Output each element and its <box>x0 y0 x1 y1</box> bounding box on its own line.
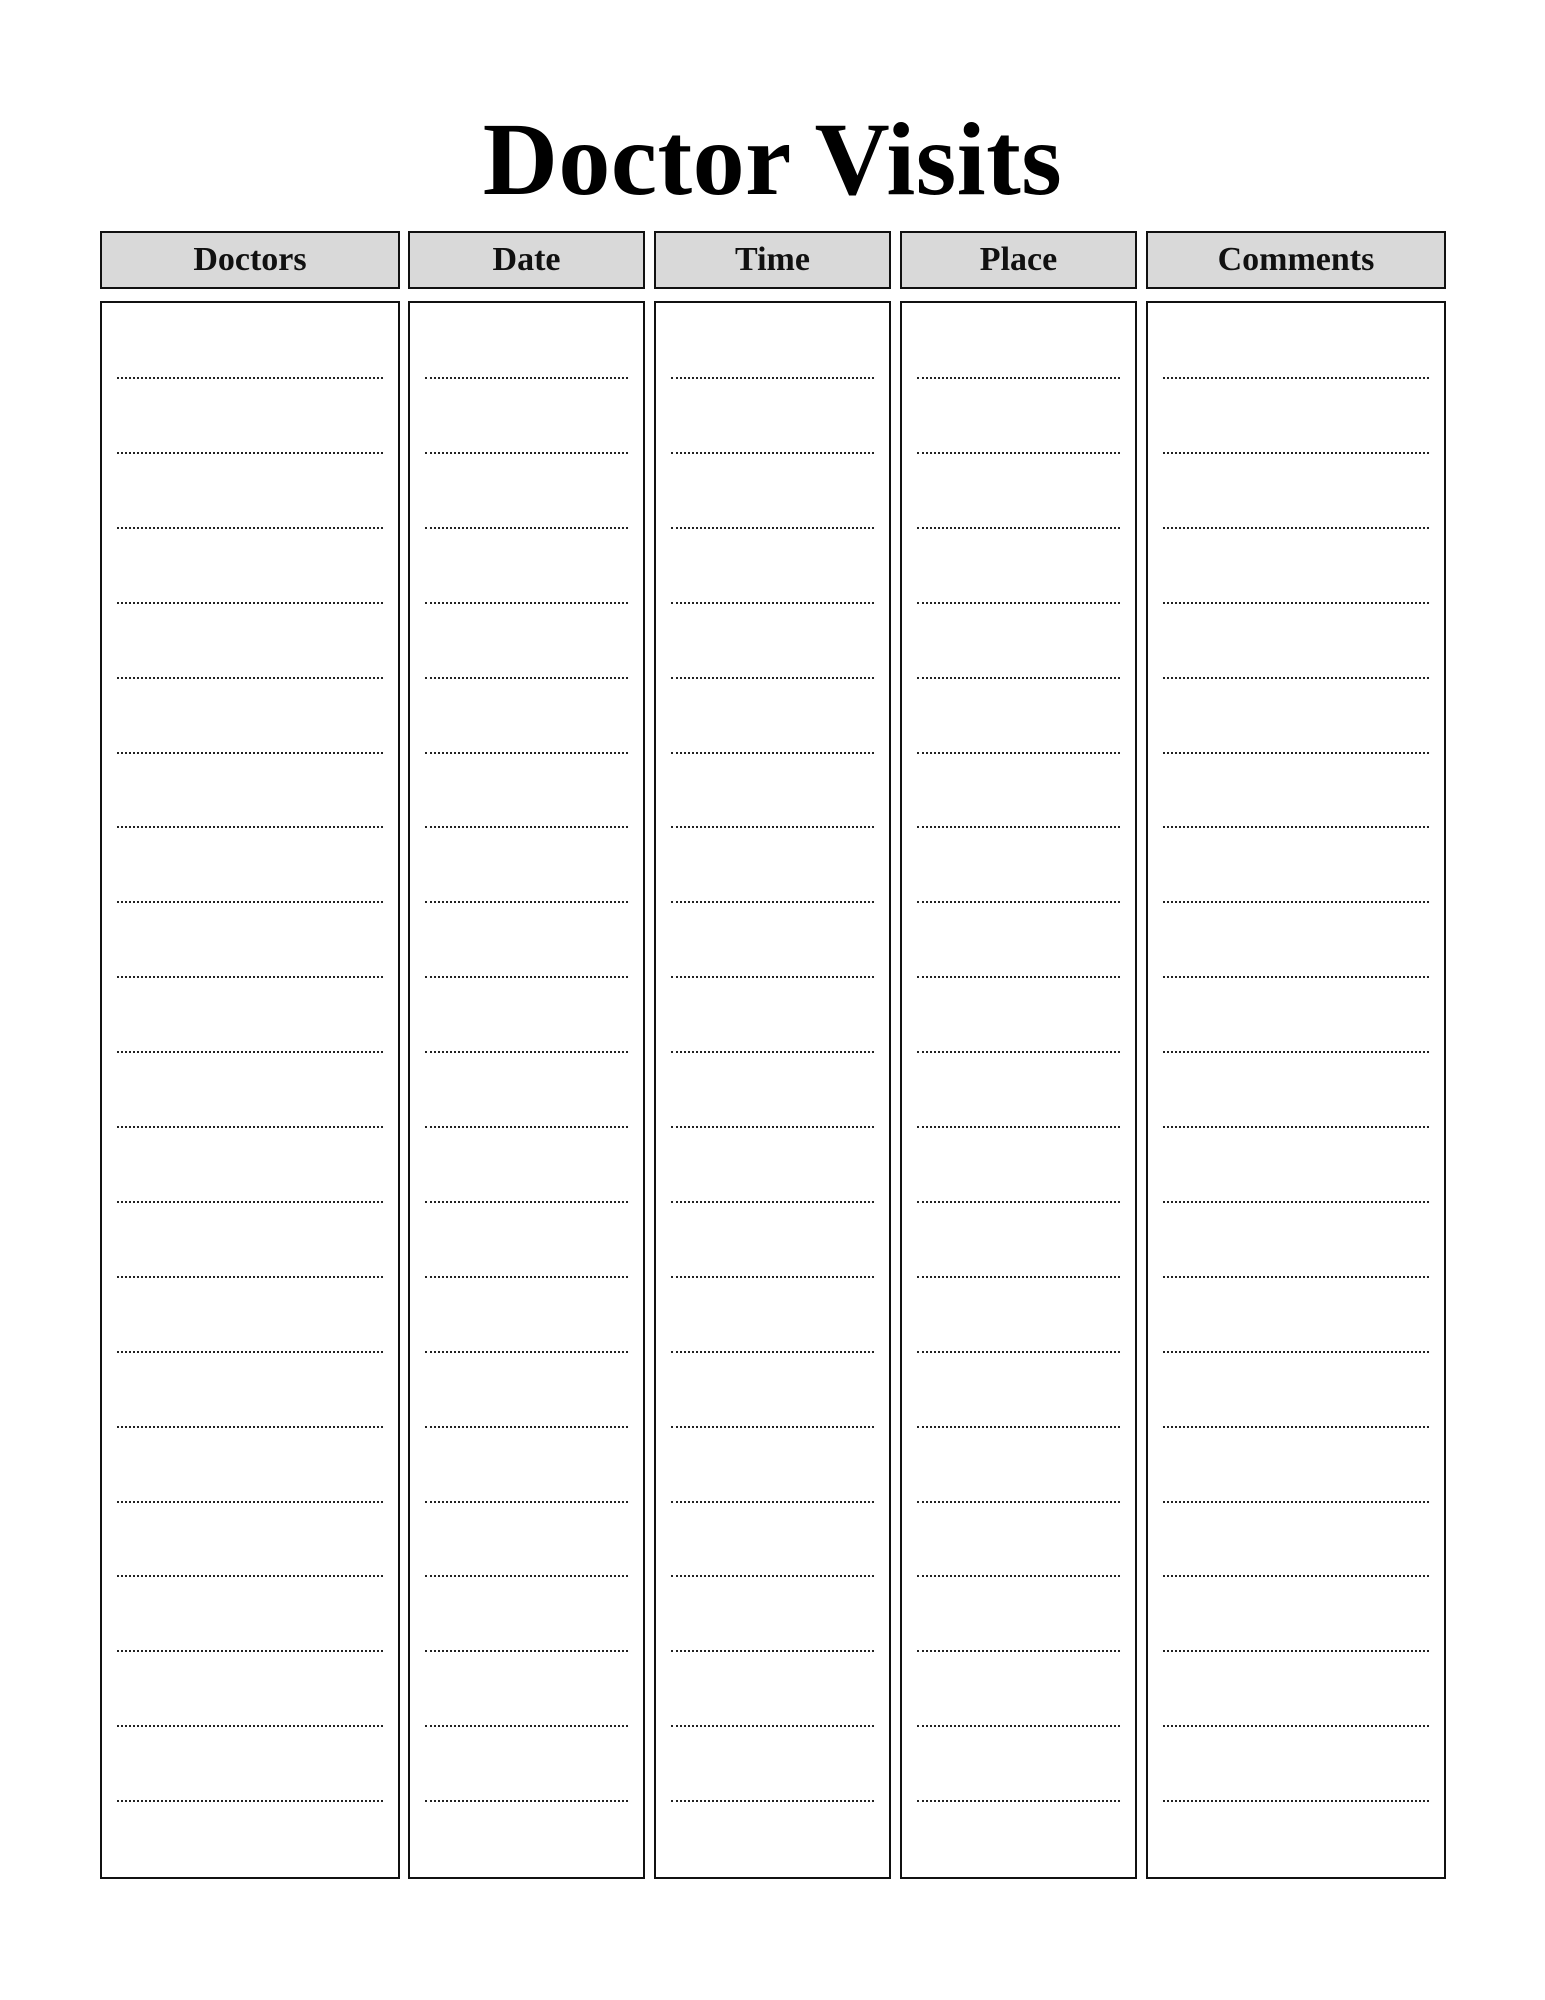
writing-line[interactable] <box>425 826 628 828</box>
writing-line[interactable] <box>425 527 628 529</box>
writing-line[interactable] <box>671 1725 874 1727</box>
writing-line[interactable] <box>1163 452 1429 454</box>
writing-line[interactable] <box>671 452 874 454</box>
writing-line[interactable] <box>1163 377 1429 379</box>
writing-line[interactable] <box>671 976 874 978</box>
writing-line[interactable] <box>1163 1051 1429 1053</box>
writing-line[interactable] <box>1163 752 1429 754</box>
column-header-place: Place <box>900 231 1137 289</box>
writing-line[interactable] <box>425 1276 628 1278</box>
writing-line[interactable] <box>917 602 1120 604</box>
writing-line[interactable] <box>1163 1501 1429 1503</box>
writing-line[interactable] <box>671 1126 874 1128</box>
column-body-doctors <box>100 301 400 1879</box>
writing-line[interactable] <box>671 1800 874 1802</box>
writing-line[interactable] <box>1163 1725 1429 1727</box>
writing-line[interactable] <box>425 976 628 978</box>
writing-line[interactable] <box>671 752 874 754</box>
writing-line[interactable] <box>425 1126 628 1128</box>
writing-line[interactable] <box>917 677 1120 679</box>
writing-line[interactable] <box>671 1575 874 1577</box>
writing-line[interactable] <box>1163 1575 1429 1577</box>
writing-line[interactable] <box>917 1201 1120 1203</box>
writing-line[interactable] <box>1163 976 1429 978</box>
writing-line[interactable] <box>917 1725 1120 1727</box>
writing-line[interactable] <box>117 1575 383 1577</box>
writing-line[interactable] <box>425 1051 628 1053</box>
writing-line[interactable] <box>117 377 383 379</box>
writing-line[interactable] <box>117 452 383 454</box>
writing-line[interactable] <box>917 1426 1120 1428</box>
writing-line[interactable] <box>117 1051 383 1053</box>
writing-line[interactable] <box>671 1650 874 1652</box>
writing-line[interactable] <box>671 677 874 679</box>
writing-line[interactable] <box>425 602 628 604</box>
column-header-date: Date <box>408 231 645 289</box>
writing-line[interactable] <box>117 527 383 529</box>
writing-line[interactable] <box>1163 1650 1429 1652</box>
writing-line[interactable] <box>1163 677 1429 679</box>
writing-line[interactable] <box>117 1426 383 1428</box>
writing-line[interactable] <box>917 1575 1120 1577</box>
column-header-time: Time <box>654 231 891 289</box>
writing-line[interactable] <box>917 1351 1120 1353</box>
writing-line[interactable] <box>425 1426 628 1428</box>
writing-line[interactable] <box>917 1501 1120 1503</box>
writing-line[interactable] <box>117 602 383 604</box>
writing-line[interactable] <box>1163 1201 1429 1203</box>
writing-line[interactable] <box>671 602 874 604</box>
writing-line[interactable] <box>917 1650 1120 1652</box>
writing-line[interactable] <box>917 452 1120 454</box>
writing-line[interactable] <box>917 377 1120 379</box>
writing-line[interactable] <box>1163 602 1429 604</box>
writing-line[interactable] <box>117 1501 383 1503</box>
writing-line[interactable] <box>117 752 383 754</box>
writing-line[interactable] <box>117 901 383 903</box>
writing-line[interactable] <box>917 826 1120 828</box>
writing-line[interactable] <box>917 1126 1120 1128</box>
writing-line[interactable] <box>425 1800 628 1802</box>
writing-line[interactable] <box>425 901 628 903</box>
column-body-place <box>900 301 1137 1879</box>
column-header-comments: Comments <box>1146 231 1446 289</box>
writing-line[interactable] <box>671 1276 874 1278</box>
writing-line[interactable] <box>117 976 383 978</box>
writing-line[interactable] <box>117 677 383 679</box>
writing-line[interactable] <box>1163 527 1429 529</box>
writing-line[interactable] <box>917 752 1120 754</box>
writing-line[interactable] <box>117 1276 383 1278</box>
page-title: Doctor Visits <box>482 102 1063 217</box>
writing-line[interactable] <box>671 377 874 379</box>
writing-line[interactable] <box>425 377 628 379</box>
writing-line[interactable] <box>425 1351 628 1353</box>
writing-line[interactable] <box>671 1201 874 1203</box>
writing-line[interactable] <box>917 1051 1120 1053</box>
writing-line[interactable] <box>425 1501 628 1503</box>
writing-line[interactable] <box>117 826 383 828</box>
column-body-comments <box>1146 301 1446 1879</box>
writing-line[interactable] <box>425 452 628 454</box>
writing-line[interactable] <box>917 1276 1120 1278</box>
writing-line[interactable] <box>117 1126 383 1128</box>
writing-line[interactable] <box>917 1800 1120 1802</box>
writing-line[interactable] <box>117 1725 383 1727</box>
writing-line[interactable] <box>1163 901 1429 903</box>
column-body-date <box>408 301 645 1879</box>
writing-line[interactable] <box>1163 1426 1429 1428</box>
writing-line[interactable] <box>425 1201 628 1203</box>
writing-line[interactable] <box>917 527 1120 529</box>
writing-line[interactable] <box>671 1051 874 1053</box>
writing-line[interactable] <box>425 752 628 754</box>
writing-line[interactable] <box>671 1351 874 1353</box>
writing-line[interactable] <box>671 826 874 828</box>
writing-line[interactable] <box>117 1201 383 1203</box>
writing-line[interactable] <box>917 901 1120 903</box>
column-body-time <box>654 301 891 1879</box>
writing-line[interactable] <box>1163 1126 1429 1128</box>
writing-line[interactable] <box>1163 1276 1429 1278</box>
writing-line[interactable] <box>117 1650 383 1652</box>
writing-line[interactable] <box>425 1575 628 1577</box>
writing-line[interactable] <box>671 527 874 529</box>
writing-line[interactable] <box>917 976 1120 978</box>
writing-line[interactable] <box>425 677 628 679</box>
writing-line[interactable] <box>117 1351 383 1353</box>
writing-line[interactable] <box>671 1426 874 1428</box>
writing-line[interactable] <box>117 1800 383 1802</box>
column-header-doctors: Doctors <box>100 231 400 289</box>
writing-line[interactable] <box>671 901 874 903</box>
writing-line[interactable] <box>1163 1351 1429 1353</box>
writing-line[interactable] <box>425 1725 628 1727</box>
writing-line[interactable] <box>1163 826 1429 828</box>
writing-line[interactable] <box>1163 1800 1429 1802</box>
writing-line[interactable] <box>671 1501 874 1503</box>
writing-line[interactable] <box>425 1650 628 1652</box>
